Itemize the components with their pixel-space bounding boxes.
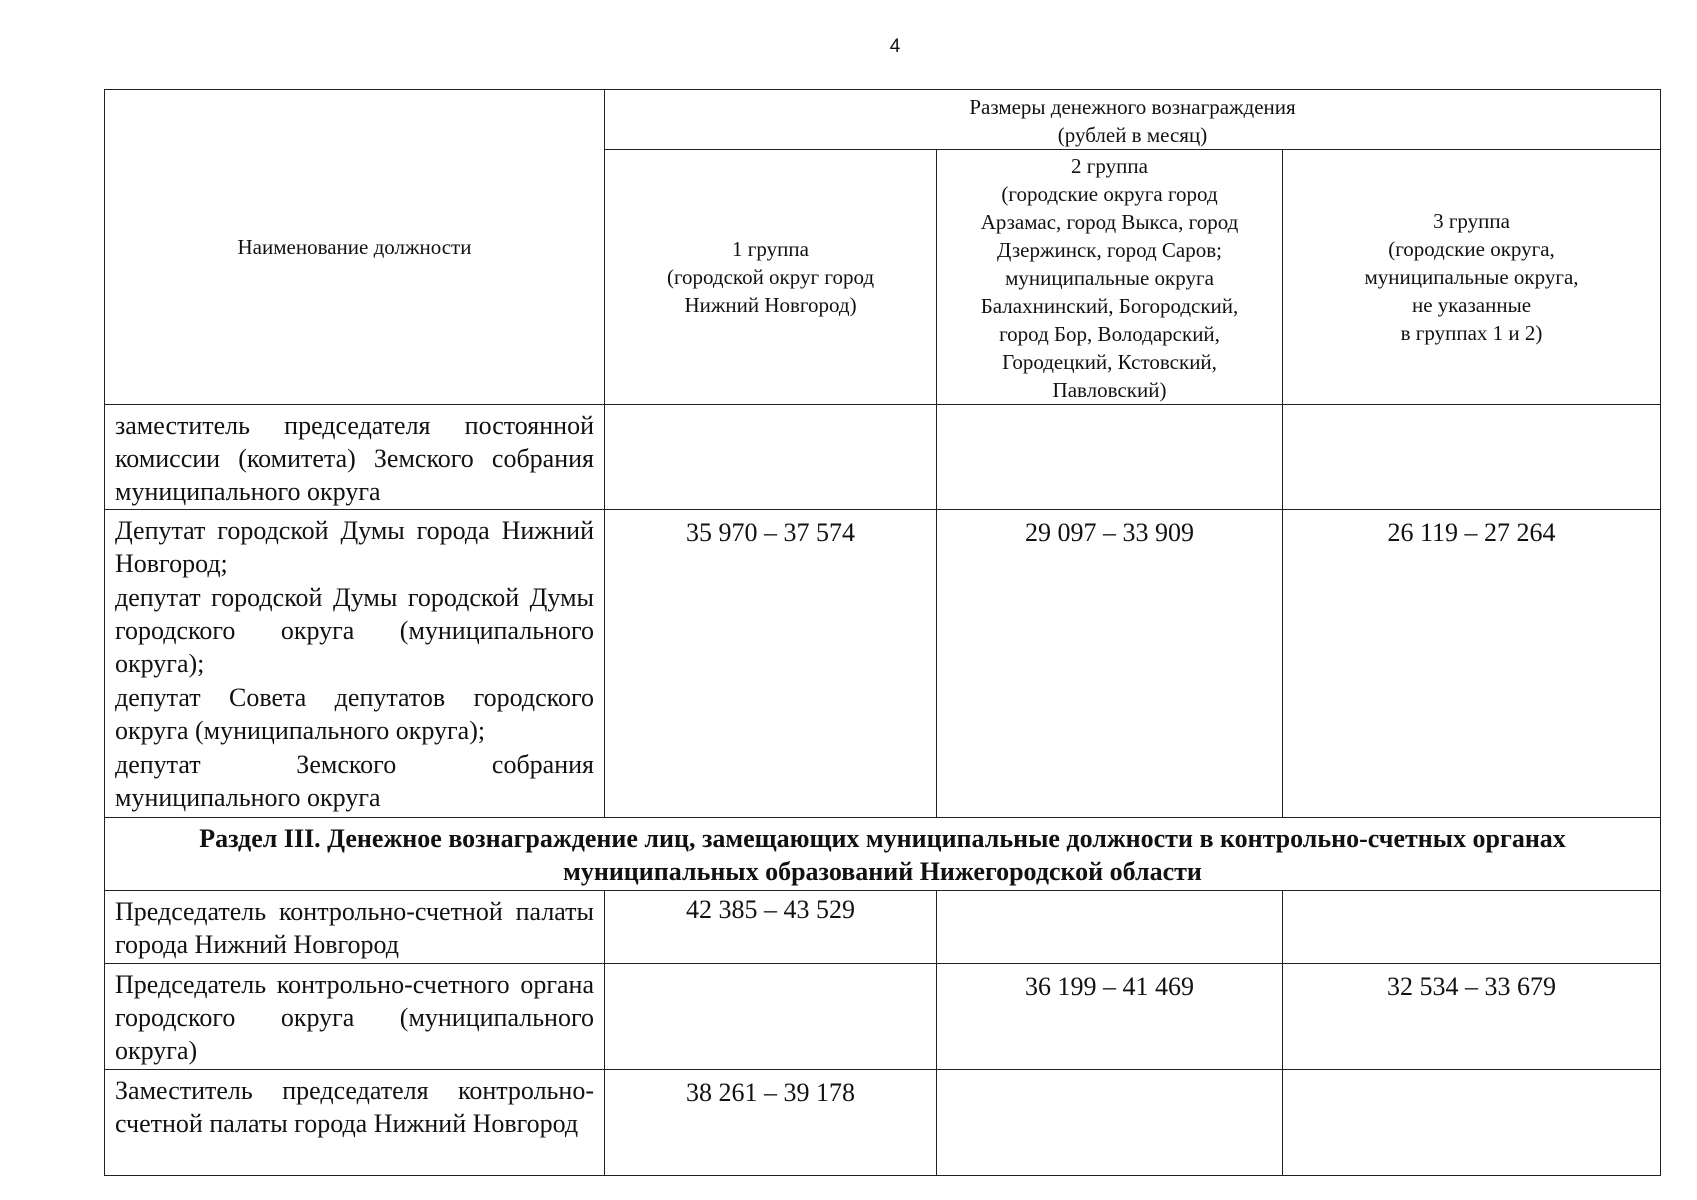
page-number: 4 [889,36,901,57]
table-row [105,891,1661,964]
header-group2-line: Павловский) [1052,378,1167,402]
position-cell [105,1070,605,1176]
position-cell [105,891,605,964]
group3-value [1283,405,1661,510]
header-amount-title: Размеры денежного вознаграждения [969,95,1296,119]
section-heading-row [105,818,1661,891]
header-group2-line: Дзержинск, город Саров; [997,238,1222,262]
header-group2-line: муниципальные округа [1005,266,1214,290]
group2-value [937,1070,1283,1176]
position-cell [105,405,605,510]
position-text: депутат городской Думы городской Думы городского округа (муниципального округа); [115,583,594,678]
position-text: заместитель председателя постоянной комиссии (комитета) Земского собрания муниципального округа [115,411,594,506]
group1-value: 38 261 – 39 178 [605,1070,937,1176]
position-text: Председатель контрольно-счетной палаты города Нижний Новгород [115,897,594,959]
group2-value [937,891,1283,964]
header-group2-line: Балахнинский, Богородский, [980,294,1239,318]
header-group1 [605,150,937,405]
group1-value [605,964,937,1070]
header-position-label: Наименование должности [237,235,472,259]
header-group3-line: муниципальные округа, [1364,265,1579,289]
header-group3 [1283,150,1661,405]
group2-value [937,405,1283,510]
header-amount [605,90,1661,150]
group1-value: 35 970 – 37 574 [605,510,937,818]
group2-value: 36 199 – 41 469 [937,964,1283,1070]
header-group1-line: 1 группа [732,237,809,261]
header-group2-line: (городские округа город [1001,182,1218,206]
position-text: Депутат городской Думы города Нижний Новгород; [115,516,594,578]
header-group3-line: 3 группа [1433,209,1510,233]
header-group3-line: в группах 1 и 2) [1400,321,1543,345]
group1-value [605,405,937,510]
group3-value: 26 119 – 27 264 [1283,510,1661,818]
header-group2-line: Городецкий, Кстовский, [1002,350,1217,374]
header-group3-line: (городские округа, [1388,237,1555,261]
table-row [105,1070,1661,1176]
header-group2-line: Арзамас, город Выкса, город [980,210,1239,234]
remuneration-table [104,89,1661,1176]
group2-value: 29 097 – 33 909 [937,510,1283,818]
position-text: депутат Земского собрания муниципального округа [115,750,594,812]
header-group2 [937,150,1283,405]
section-heading: Раздел III. Денежное вознаграждение лиц, замещающих муниципальные должности в контрольно-счетных органах муниципальных образований Нижегородской области [105,818,1661,891]
table-row [105,964,1661,1070]
group3-value [1283,891,1661,964]
header-group1-line: Нижний Новгород) [684,293,857,317]
group3-value: 32 534 – 33 679 [1283,964,1661,1070]
position-text: Председатель контрольно-счетного органа городского округа (муниципального округа) [115,970,594,1065]
table-row [105,510,1661,818]
header-group1-line: (городской округ город [666,265,875,289]
position-cell [105,510,605,818]
header-group3-line: не указанные [1411,293,1532,317]
header-group2-line: 2 группа [1071,154,1148,178]
header-amount-unit: (рублей в месяц) [1057,123,1208,147]
position-text: Заместитель председателя контрольно-счетной палаты города Нижний Новгород [115,1076,594,1138]
group3-value [1283,1070,1661,1176]
header-position [105,90,605,405]
table-row [105,405,1661,510]
header-group2-line: город Бор, Володарский, [999,322,1220,346]
position-cell [105,964,605,1070]
position-text: депутат Совета депутатов городского округа (муниципального округа); [115,683,594,745]
group1-value: 42 385 – 43 529 [605,891,937,964]
